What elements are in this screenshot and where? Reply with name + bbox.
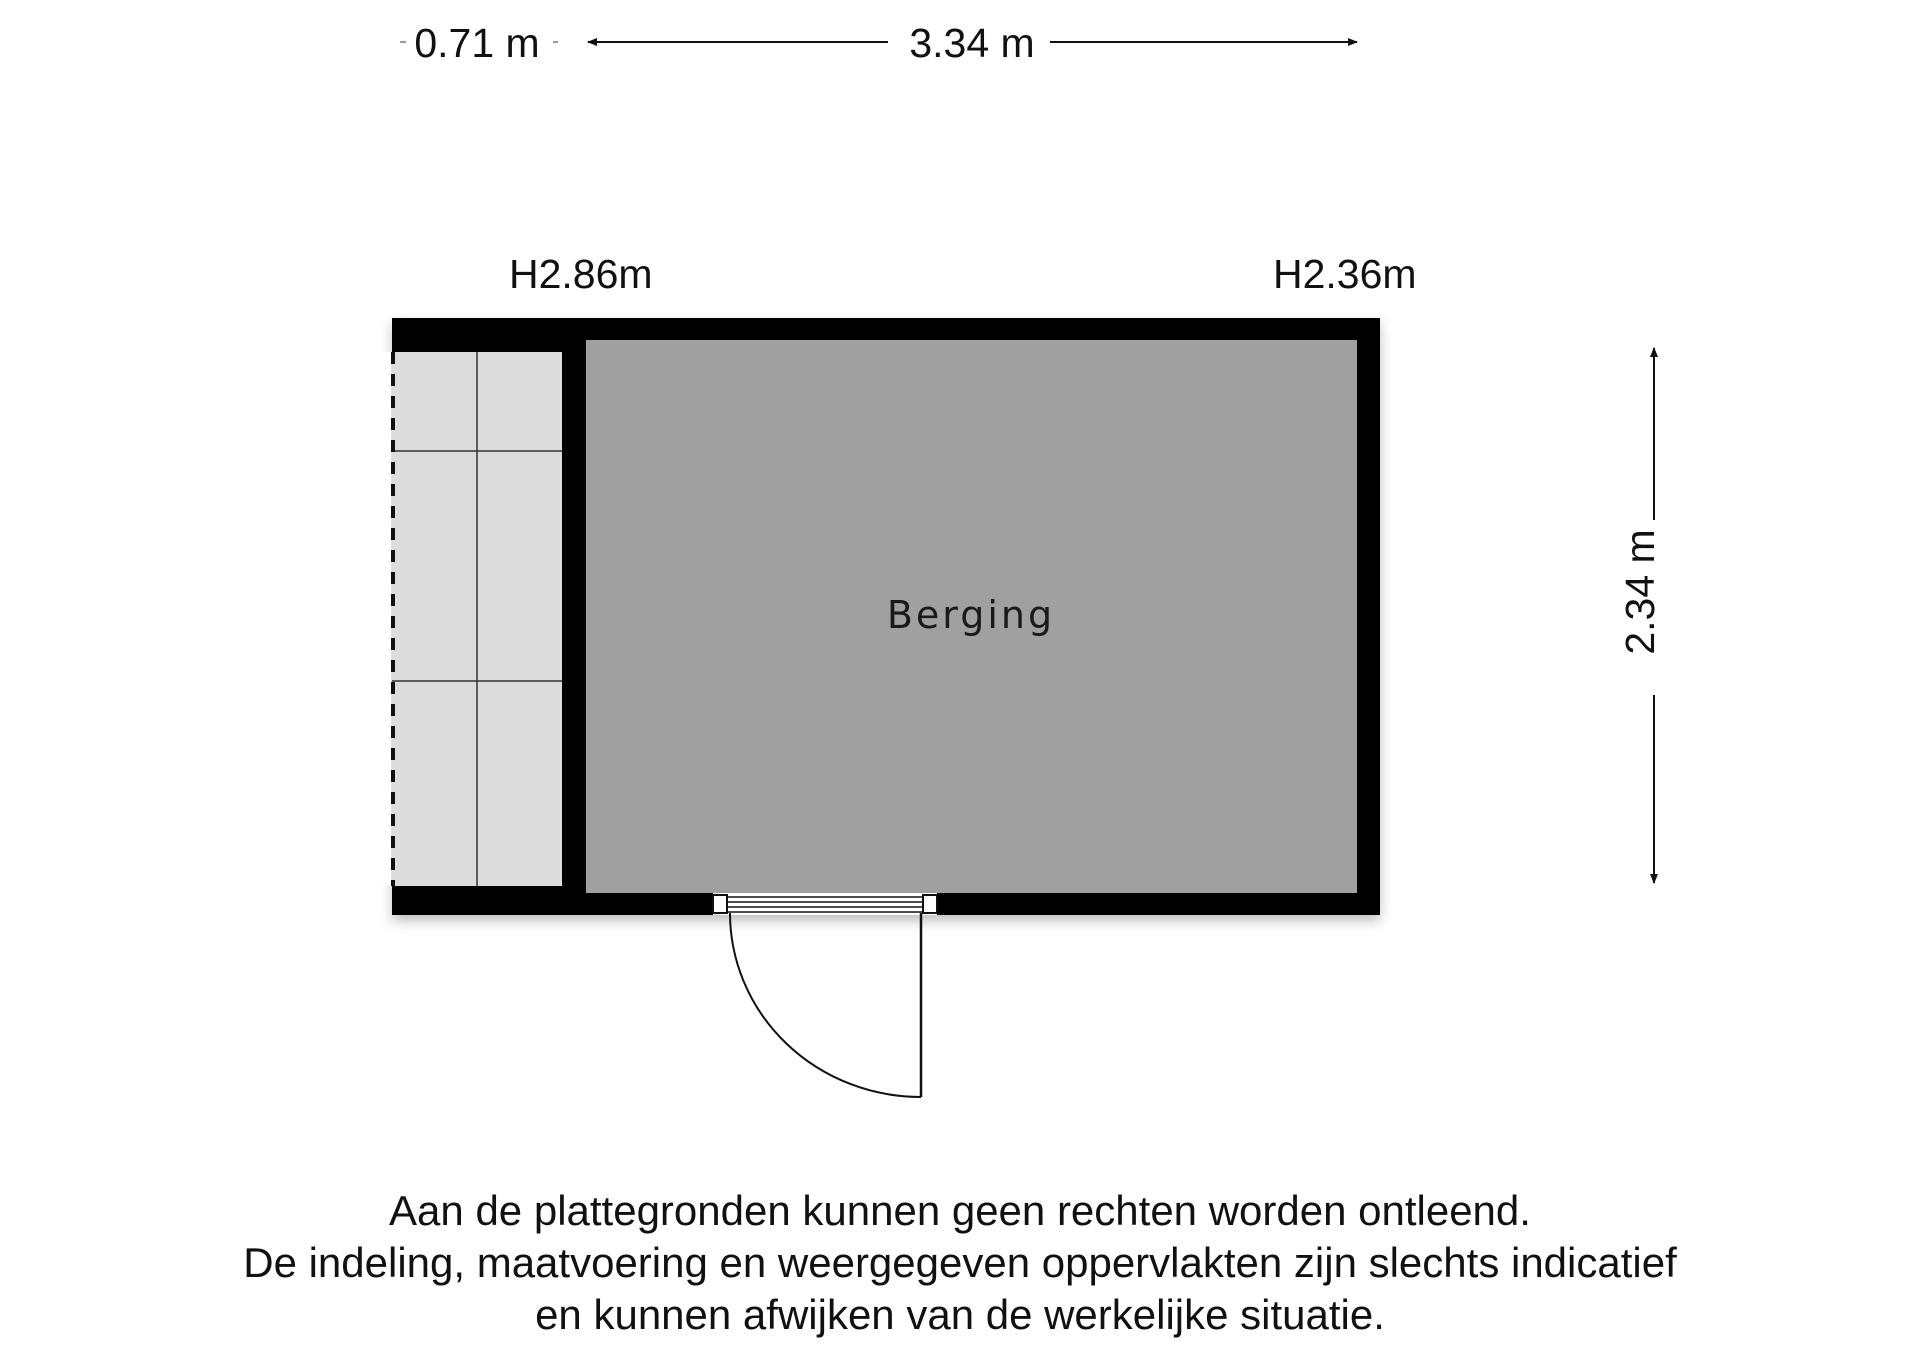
disclaimer-line-3: en kunnen afwijken van de werkelijke situatie.	[535, 1291, 1385, 1338]
side-area	[392, 352, 562, 886]
room-label: Berging	[886, 593, 1056, 637]
dimension-width-main	[588, 20, 1357, 66]
door	[713, 893, 937, 1097]
dimension-width-small-label: 0.71 m	[414, 20, 540, 66]
height-label-left: H2.86m	[509, 251, 653, 297]
door-swing-arc	[730, 913, 921, 1097]
disclaimer-line-1: Aan de plattegronden kunnen geen rechten worden ontleend.	[389, 1187, 1531, 1234]
dimension-width-main-label: 3.34 m	[909, 20, 1035, 66]
disclaimer-line-2: De indeling, maatvoering en weergegeven oppervlakten zijn slechts indicatief	[243, 1239, 1677, 1286]
height-label-right: H2.36m	[1273, 251, 1417, 297]
dimension-width-small	[400, 20, 558, 66]
dimension-depth	[1617, 348, 1663, 883]
dimension-depth-label: 2.34 m	[1617, 529, 1663, 655]
disclaimer	[0, 1185, 1920, 1341]
